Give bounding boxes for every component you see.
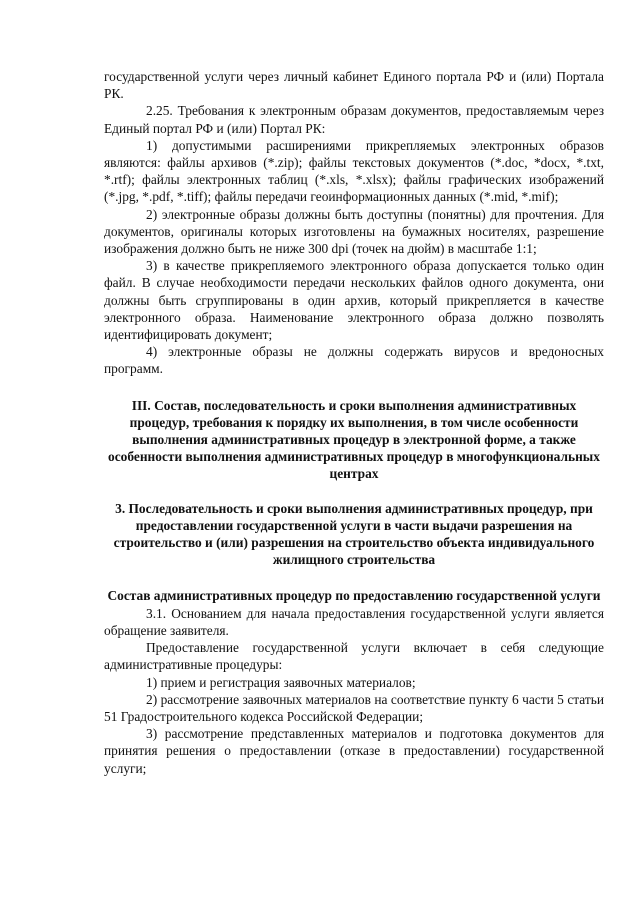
list-item-3: 3) в качестве прикрепляемого электронного образа допускается только один файл. В случае необходимости передачи нескольких файлов одного документа, они должны быть сгруппированы в один архив, который прикрепляется в качестве электронного образа. Наименование электронного образа должно позволять идентифицировать документ; — [104, 258, 604, 343]
section-heading-3: III. Состав, последовательность и сроки выполнения административных процедур, требования к порядку их выполнения, в том числе особенности выполнения административных процедур в электронной форме, а также особенности выполнения административных процедур в многофункциональных центрах — [108, 397, 600, 482]
paragraph-3-1: 3.1. Основанием для начала предоставления государственной услуги является обращение заявителя. — [104, 605, 604, 638]
document-page — [104, 68, 604, 777]
procedure-item-2: 2) рассмотрение заявочных материалов на соответствие пункту 6 части 5 статьи 51 Градостроительного кодекса Российской Федерации; — [104, 691, 604, 724]
procedure-item-3: 3) рассмотрение представленных материалов и подготовка документов для принятия решения о предоставлении (отказе в предоставлении) государственной услуги; — [104, 726, 604, 776]
subsection-heading-3: 3. Последовательность и сроки выполнения административных процедур, при предоставлении государственной услуги в части выдачи разрешения на строительство и (или) разрешения на строительство объекта индивидуального жилищного строительства — [113, 500, 595, 568]
paragraph-procedures-intro: Предоставление государственной услуги включает в себя следующие административные процедуры: — [104, 640, 604, 673]
paragraph-continuation: государственной услуги через личный кабинет Единого портала РФ и (или) Портала РК. — [104, 69, 604, 102]
procedure-item-1: 1) прием и регистрация заявочных материалов; — [146, 674, 416, 690]
list-item-1: 1) допустимыми расширениями прикрепляемых электронных образов являются: файлы архивов (*.zip); файлы текстовых документов (*.doc, *docx, *.txt, *.rtf); файлы электронных таблиц (*.xls, *.xlsx); файлы графических изображений (*.jpg, *.pdf, *.tiff); файлы передачи геоинформационных данных (*.mid, *.mif); — [104, 137, 604, 205]
paragraph-2-25: 2.25. Требования к электронным образам документов, предоставляемым через Единый портал РФ и (или) Портал РК: — [104, 103, 604, 136]
list-item-2: 2) электронные образы должны быть доступны (понятны) для прочтения. Для документов, оригиналы которых изготовлены на бумажных носителях, разрешение изображения должно быть не ниже 300 dpi (точек на дюйм) в масштабе 1:1; — [104, 206, 604, 257]
list-item-4: 4) электронные образы не должны содержать вирусов и вредоносных программ. — [104, 344, 604, 377]
composition-heading: Состав административных процедур по предоставлению государственной услуги — [107, 588, 601, 604]
